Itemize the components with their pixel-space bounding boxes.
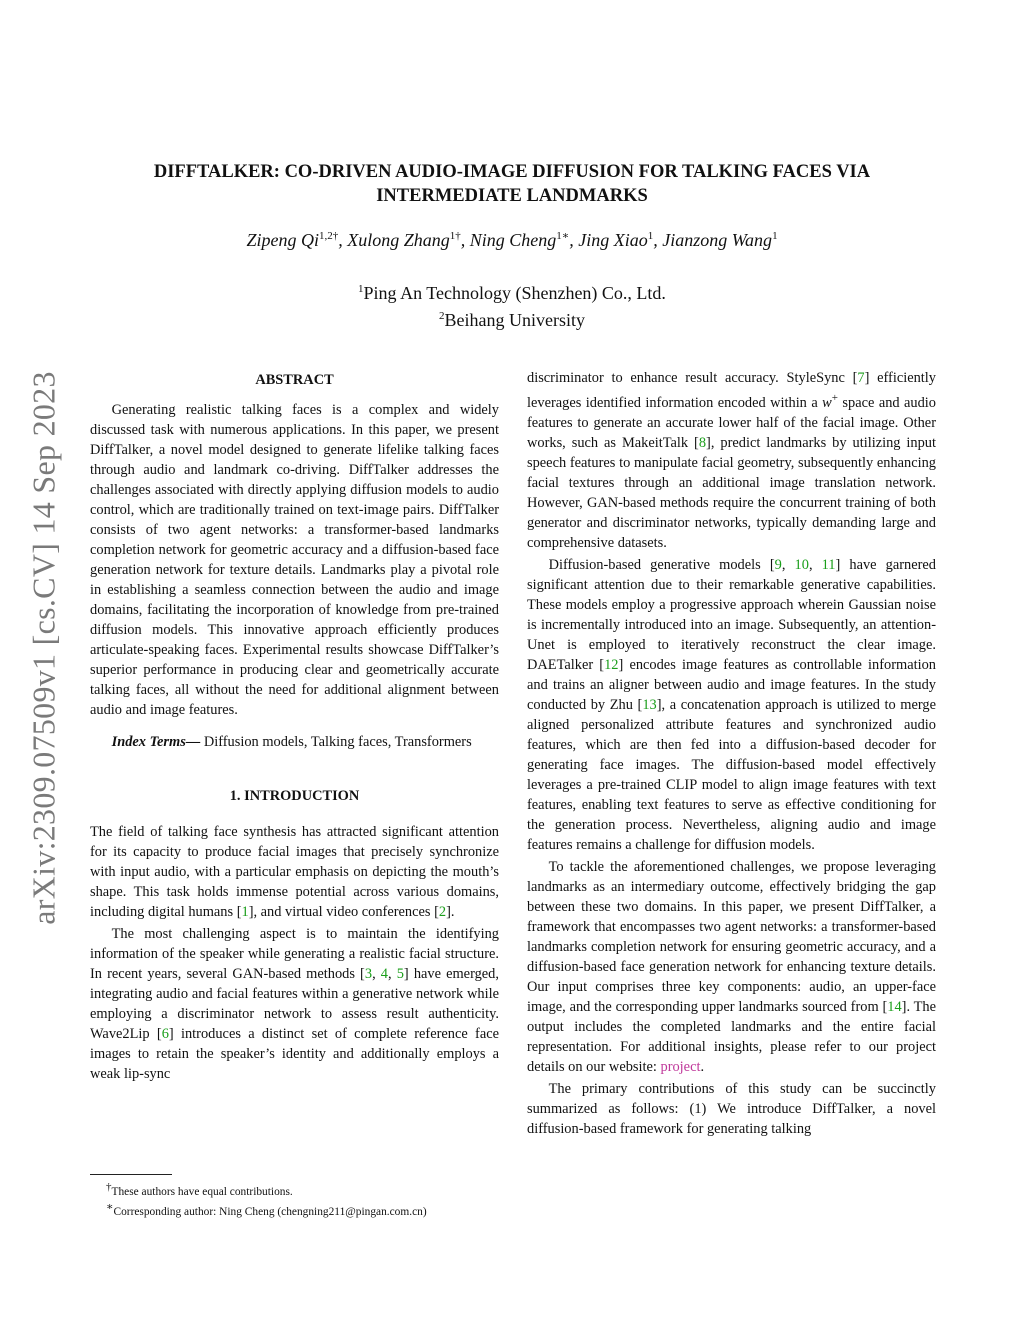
abstract-heading: ABSTRACT (255, 372, 334, 388)
author-name: Jianzong Wang (662, 230, 773, 250)
citation-link[interactable]: 6 (161, 1026, 169, 1042)
index-terms-label: Index Terms— (111, 734, 201, 750)
text-run: ], a concatenation approach is utilized to merge aligned personalized attribute features and synchronized audio features, which are then fed into a diffusion-based decoder for generating face images. The diffusion-based model effectively leverages a pre-trained CLIP model to align image features with text features, enabling text features to serve as effective conditioning for the generation process. Nevertheless, aligning audio and image features remains a challenge for diffusion models. (527, 696, 936, 853)
right-column (527, 368, 936, 1139)
citation-link[interactable]: 8 (698, 434, 707, 451)
text-run: , (372, 966, 381, 982)
project-link[interactable]: project (660, 1058, 701, 1075)
affiliation (100, 305, 924, 332)
index-terms (90, 732, 499, 752)
text-run: To tackle the aforementioned challenges, we propose leveraging landmarks as an intermediary outcome, effectively bridging the gap between these two domains. In this paper, we present DiffTalker, a framework that encompasses two agent networks: a transformer-based landmarks completion network for ensuring geometric accuracy, and a diffusion-based face generation network for enhancing texture details. Our input comprises three key components: audio, an upper-face image, and the corresponding upper landmarks sourced from [ (527, 858, 936, 1015)
author-separator: , (569, 230, 579, 250)
author-list (100, 229, 924, 251)
abstract-text: Generating realistic talking faces is a complex and widely discussed task with numerous applications. In this paper, we present DiffTalker, a novel model designed to generate lifelike talking faces through audio and landmark co-driving. DiffTalker addresses the challenges associated with directly applying diffusion models to audio control, which are traditionally trained on text-image pairs. DiffTalker consists of two agent networks: a transformer-based landmarks completion network for geometric accuracy and a diffusion-based face generation network for texture details. Landmarks play a pivotal role in establishing a seamless connection between the audio and image domains, facilitating the incorporation of knowledge from pre-trained diffusion models. This innovative approach efficiently produces articulate-speaking faces. Experimental results showcase DiffTalker’s superior performance in producing clear and geometrically accurate talking faces, all without the need for additional alignment between audio and image features. (90, 402, 499, 718)
text-run: The most challenging aspect is to maintain the identifying information of the speaker while generating a realistic facial structure. In recent years, several GAN-based methods [ (90, 926, 499, 982)
text-run: ] introduces a distinct set of complete reference face images to retain the speaker’s identity and additionally employs a weak lip-sync (90, 1026, 499, 1082)
text-run: ], predict landmarks by utilizing input speech features to manipulate facial geometry, subsequently enhancing facial textures through an additional image translation network. However, GAN-based methods require the concurrent training of both generator and discriminator networks, typically demanding large and comprehensive datasets. (527, 434, 936, 551)
citation-link[interactable]: 13 (642, 696, 657, 713)
footnote-mark: ∗ (106, 1200, 114, 1213)
arxiv-stamp-text: arXiv:2309.07509v1 [cs.CV] 14 Sep 2023 (25, 371, 62, 925)
text-run: , (808, 556, 822, 573)
footnote-rule (90, 1174, 172, 1175)
citation-link[interactable]: 12 (604, 656, 619, 673)
text-run: ], and virtual video conferences [ (248, 904, 439, 920)
affiliation (100, 278, 924, 305)
author-affil-mark: 1∗ (556, 230, 570, 242)
citation-link[interactable]: 2 (438, 904, 447, 920)
right-paragraph-2 (527, 555, 936, 855)
text-run: The field of talking face synthesis has attracted significant attention for its capacity to produce facial images that precisely synchronize with input audio, with a particular emphasis on depicting the mouth’s shape. This task holds immense potential across various domains, including digital humans [ (90, 824, 499, 920)
affiliations (100, 278, 924, 332)
author-separator: , (338, 230, 348, 250)
intro-paragraph-2 (90, 924, 499, 1084)
text-run: ] have emerged, integrating audio and facial features within a generative network while employing a discriminator network to assess result authenticity. Wave2Lip [ (90, 966, 499, 1042)
intro-heading: 1. INTRODUCTION (229, 788, 360, 804)
text-run: Diffusion-based generative models [ (548, 556, 775, 573)
title-line-1: DIFFTALKER: CO-DRIVEN AUDIO-IMAGE DIFFUSION FOR TALKING FACES VIA (153, 162, 871, 182)
footnote-text: These authors have equal contributions. (111, 1185, 293, 1198)
author-name: Zipeng Qi (246, 230, 319, 250)
right-paragraph-1 (527, 368, 936, 553)
citation-link[interactable]: 14 (887, 998, 902, 1015)
citation-link[interactable]: 7 (857, 370, 865, 386)
text-run: ]. (446, 904, 455, 920)
text-run: space and audio features to generate an accurate lower half of the facial image. Other works, such as MakeitTalk [ (527, 394, 936, 451)
author-affil-mark: 1† (449, 230, 461, 242)
affiliation-text: Beihang University (444, 310, 585, 330)
paper-title (100, 160, 924, 208)
footnote (90, 1200, 499, 1220)
author-affil-mark: 1 (772, 230, 778, 242)
citation-link[interactable]: 9 (774, 556, 782, 573)
arxiv-stamp (0, 0, 70, 1325)
index-terms-text: Diffusion models, Talking faces, Transformers (200, 734, 472, 750)
affiliation-text: Ping An Technology (Shenzhen) Co., Ltd. (363, 283, 666, 303)
text-run: ] have garnered significant attention due to their remarkable generative capabilities. These models employ a progressive approach wherein Gaussian noise is incrementally introduced into an image. Subsequently, an attention-Unet is employed to iteratively reconstruct the clear image. DAETalker [ (527, 556, 936, 673)
text-run: , (781, 556, 795, 573)
author-affil-mark: 1,2† (318, 230, 339, 242)
text-run: . (700, 1058, 705, 1075)
left-column (90, 368, 499, 1084)
affiliation-mark: 2 (439, 310, 445, 322)
citation-link[interactable]: 1 (241, 904, 249, 920)
author-affil-mark: 1 (647, 230, 654, 242)
author-separator: , (460, 230, 470, 250)
intro-paragraph-1 (90, 822, 499, 922)
citation-link[interactable]: 10 (794, 556, 809, 573)
author-name: Ning Cheng (469, 230, 557, 250)
footnote-text: Corresponding author: Ning Cheng (chengning211@pingan.com.cn) (113, 1205, 427, 1218)
math-w: w (822, 394, 832, 411)
title-line-2: INTERMEDIATE LANDMARKS (376, 186, 648, 206)
math-w-sup: + (831, 392, 838, 404)
text-run: ] efficiently leverages identified information encoded within a (527, 370, 936, 411)
text-run: ] encodes image features as controllable information and trains an aligner between audio and image features. In the study conducted by Zhu [ (527, 656, 936, 713)
right-paragraph-3 (527, 857, 936, 1077)
author-name: Jing Xiao (578, 230, 648, 250)
footnotes (90, 1174, 499, 1220)
citation-link[interactable]: 4 (380, 966, 388, 982)
citation-link[interactable]: 11 (821, 556, 836, 573)
text-run: , (387, 966, 397, 982)
footnote (90, 1180, 499, 1200)
author-separator: , (653, 230, 663, 250)
citation-link[interactable]: 3 (364, 966, 373, 982)
footnote-mark: † (106, 1181, 112, 1193)
citation-link[interactable]: 5 (396, 966, 404, 982)
right-paragraph-4: The primary contributions of this study can be succinctly summarized as follows: (1) We introduce DiffTalker, a novel diffusion-based framework for generating talking (527, 1080, 936, 1137)
text-run: ]. The output includes the completed landmarks and the entire facial representation. For additional insights, please refer to our project details on our website: (527, 998, 936, 1075)
text-run: discriminator to enhance result accuracy. StyleSync [ (527, 370, 858, 386)
author-name: Xulong Zhang (347, 230, 450, 250)
affiliation-mark: 1 (358, 283, 364, 295)
